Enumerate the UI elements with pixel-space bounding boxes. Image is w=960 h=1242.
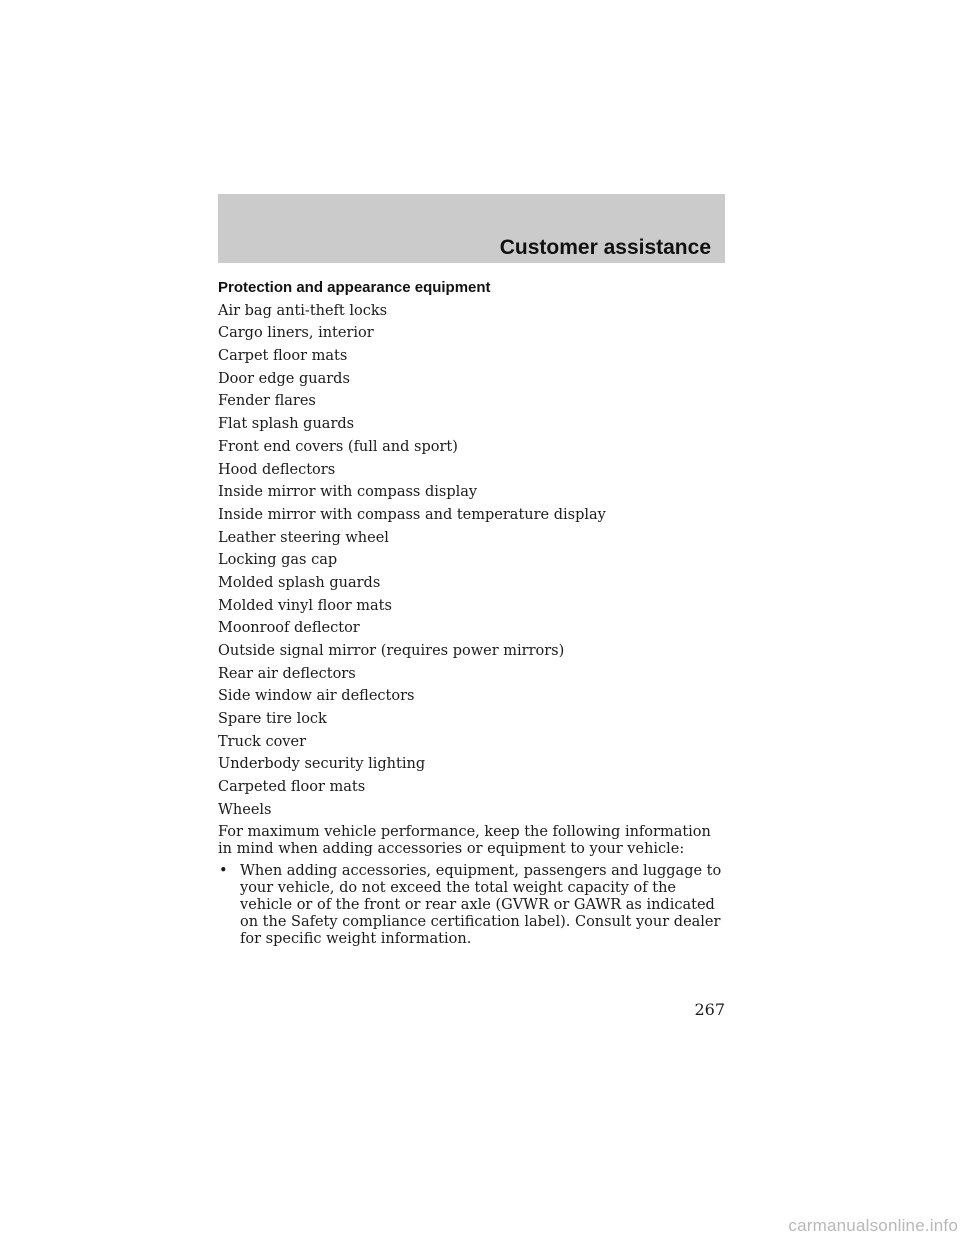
list-item: Door edge guards	[218, 370, 350, 387]
list-item: Outside signal mirror (requires power mirrors)	[218, 643, 565, 659]
page-content	[218, 279, 728, 948]
watermark-text: carmanualsonline.info	[788, 1216, 958, 1235]
list-item: Front end covers (full and sport)	[218, 438, 458, 455]
bullet-item	[218, 863, 728, 948]
list-item: Carpet floor mats	[218, 348, 348, 365]
list-item: Air bag anti-theft locks	[218, 302, 388, 319]
list-item: Locking gas cap	[218, 552, 338, 569]
section-title: Customer assistance	[499, 236, 711, 259]
list-item: Truck cover	[218, 733, 307, 750]
section-header-band	[218, 194, 725, 263]
list-item: Flat splash guards	[218, 416, 355, 433]
intro-paragraph: For maximum vehicle performance, keep the following information in mind when adding accessories or equipment to your vehicle:	[218, 823, 711, 857]
list-item: Side window air deflectors	[218, 688, 415, 705]
list-item: Inside mirror with compass and temperature display	[218, 506, 606, 523]
list-item: Molded splash guards	[218, 574, 381, 591]
list-item: Hood deflectors	[218, 461, 336, 478]
list-item: Moonroof deflector	[218, 620, 360, 637]
accessory-list	[218, 302, 728, 824]
bullet-icon: •	[219, 862, 228, 879]
list-item: Inside mirror with compass display	[218, 484, 478, 501]
list-item: Fender flares	[218, 393, 316, 410]
section-heading: Protection and appearance equipment	[218, 279, 491, 296]
list-item: Cargo liners, interior	[218, 325, 374, 342]
list-item: Rear air deflectors	[218, 665, 356, 682]
list-item: Spare tire lock	[218, 711, 327, 728]
list-item: Leather steering wheel	[218, 529, 389, 546]
list-item: Molded vinyl floor mats	[218, 597, 392, 614]
list-item: Wheels	[218, 801, 272, 818]
list-item: Carpeted floor mats	[218, 779, 366, 796]
bullet-text: When adding accessories, equipment, passengers and luggage to your vehicle, do not exceed the total weight capacity of the vehicle or of the front or rear axle (GVWR or GAWR as indicated on the Safety compliance certification label). Consult your dealer for specific weight information.	[240, 862, 722, 947]
page-number: 267	[694, 1000, 725, 1019]
list-item: Underbody security lighting	[218, 756, 426, 773]
